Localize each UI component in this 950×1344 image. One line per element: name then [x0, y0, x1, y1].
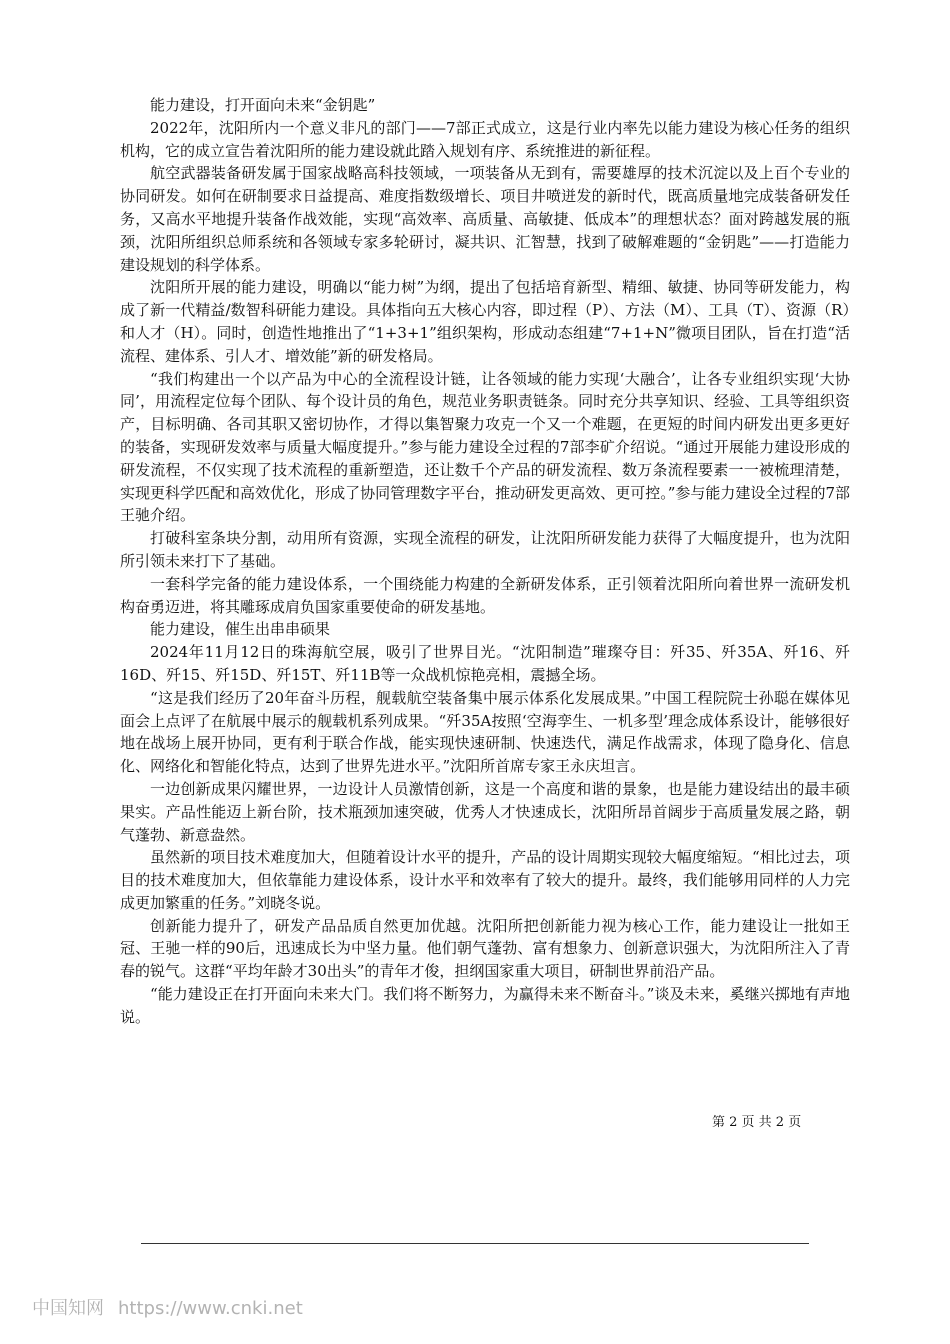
paragraph: 2024年11月12日的珠海航空展，吸引了世界目光。“沈阳制造”璀璨夺目：歼35、歼35A、歼16、歼16D、歼15、歼15D、歼15T、歼11B等一众战机惊艳亮相，震撼全场。: [120, 643, 850, 684]
paragraph: 打破科室条块分割，动用所有资源，实现全流程的研发，让沈阳所研发能力获得了大幅度提升，也为沈阳所引领未来打下了基础。: [120, 529, 850, 570]
cnki-watermark: [32, 1294, 303, 1320]
paragraph: 创新能力提升了，研发产品品质自然更加优越。沈阳所把创新能力视为核心工作，能力建设让一批如王冠、王驰一样的90后，迅速成长为中坚力量。他们朝气蓬勃、富有想象力、创新意识强大，为沈阳所注入了青春的锐气。这群“平均年龄才30出头”的青年才俊，担纲国家重大项目，研制世界前沿产品。: [120, 916, 850, 981]
paragraph: 航空武器装备研发属于国家战略高科技领域，一项装备从无到有，需要雄厚的技术沉淀以及上百个专业的协同研发。如何在研制要求日益提高、难度指数级增长、项目井喷迸发的新时代，既高质量地完成装备研发任务，又高水平地提升装备作战效能，实现“高效率、高质量、高敏捷、低成本”的理想状态？面对跨越发展的瓶颈，沈阳所组织总师系统和各领域专家多轮研讨，凝共识、汇智慧，找到了破解难题的“金钥匙”——打造能力建设规划的科学体系。: [120, 164, 850, 274]
watermark-url: https://www.cnki.net: [118, 1298, 303, 1319]
article-body: [120, 94, 850, 1029]
paragraph: 一套科学完备的能力建设体系，一个围绕能力构建的全新研发体系，正引领着沈阳所向着世界一流研发机构奋勇迈进，将其雕琢成肩负国家重要使命的研发基地。: [120, 574, 850, 616]
section-heading: 能力建设，催生出串串硕果: [150, 620, 331, 639]
paragraph: “我们构建出一个以产品为中心的全流程设计链，让各领域的能力实现‘大融合’，让各专业组织实现‘大协同’，用流程定位每个团队、每个设计员的角色，规范业务职责链条。同时充分共享知识、经验、工具等组织资产，目标明确、各司其职又密切协作，才得以集智聚力攻克一个又一个难题，在更短的时间内研发出更多更好的装备，实现研发效率与质量大幅度提升。”参与能力建设全过程的7部李矿介绍说。“通过开展能力建设形成的研发流程，不仅实现了技术流程的重新塑造，还让数千个产品的研发流程、数万条流程要素一一被梳理清楚，实现更科学匹配和高效优化，形成了协同管理数字平台，推动研发更高效、更可控。”参与能力建设全过程的7部王驰介绍。: [120, 369, 850, 525]
paragraph: 虽然新的项目技术难度加大，但随着设计水平的提升，产品的设计周期实现较大幅度缩短。“相比过去，项目的技术难度加大，但依靠能力建设体系，设计水平和效率有了较大的提升。最终，我们能够用同样的人力完成更加繁重的任务。”刘晓冬说。: [120, 848, 850, 912]
section-heading: 能力建设，打开面向未来“金钥匙”: [150, 96, 376, 114]
paragraph: “能力建设正在打开面向未来大门。我们将不断努力，为赢得未来不断奋斗。”谈及未来，奚继兴掷地有声地说。: [120, 985, 850, 1026]
watermark-logo-text: 中国知网: [32, 1298, 104, 1319]
paragraph: 沈阳所开展的能力建设，明确以“能力树”为纲，提出了包括培育新型、精细、敏捷、协同等研发能力，构成了新一代精益/数智科研能力建设。具体指向五大核心内容，即过程（P）、方法（M）、工具（T）、资源（R）和人才（H）。同时，创造性地推出了“1+3+1”组织架构，形成动态组建“7+1+N”微项目团队，旨在打造“活流程、建体系、引人才、增效能”新的研发格局。: [120, 278, 850, 365]
paragraph: 一边创新成果闪耀世界，一边设计人员激情创新，这是一个高度和谐的景象，也是能力建设结出的最丰硕果实。产品性能迈上新台阶，技术瓶颈加速突破，优秀人才快速成长，沈阳所昂首阔步于高质量发展之路，朝气蓬勃、新意盎然。: [120, 779, 850, 844]
page-number: 第 2 页 共 2 页: [712, 1115, 802, 1130]
footer-divider: [141, 1243, 809, 1244]
paragraph: “这是我们经历了20年奋斗历程，舰载航空装备集中展示体系化发展成果。”中国工程院院士孙聪在媒体见面会上点评了在航展中展示的舰载机系列成果。“歼35A按照‘空海孪生、一机多型’理念成体系设计，能够很好地在战场上展开协同，更有利于联合作战，能实现快速研制、快速迭代，满足作战需求，体现了隐身化、信息化、网络化和智能化特点，达到了世界先进水平。”沈阳所首席专家王永庆坦言。: [120, 688, 850, 776]
paragraph: 2022年，沈阳所内一个意义非凡的部门——7部正式成立，这是行业内率先以能力建设为核心任务的组织机构，它的成立宣告着沈阳所的能力建设就此踏入规划有序、系统推进的新征程。: [120, 118, 850, 160]
